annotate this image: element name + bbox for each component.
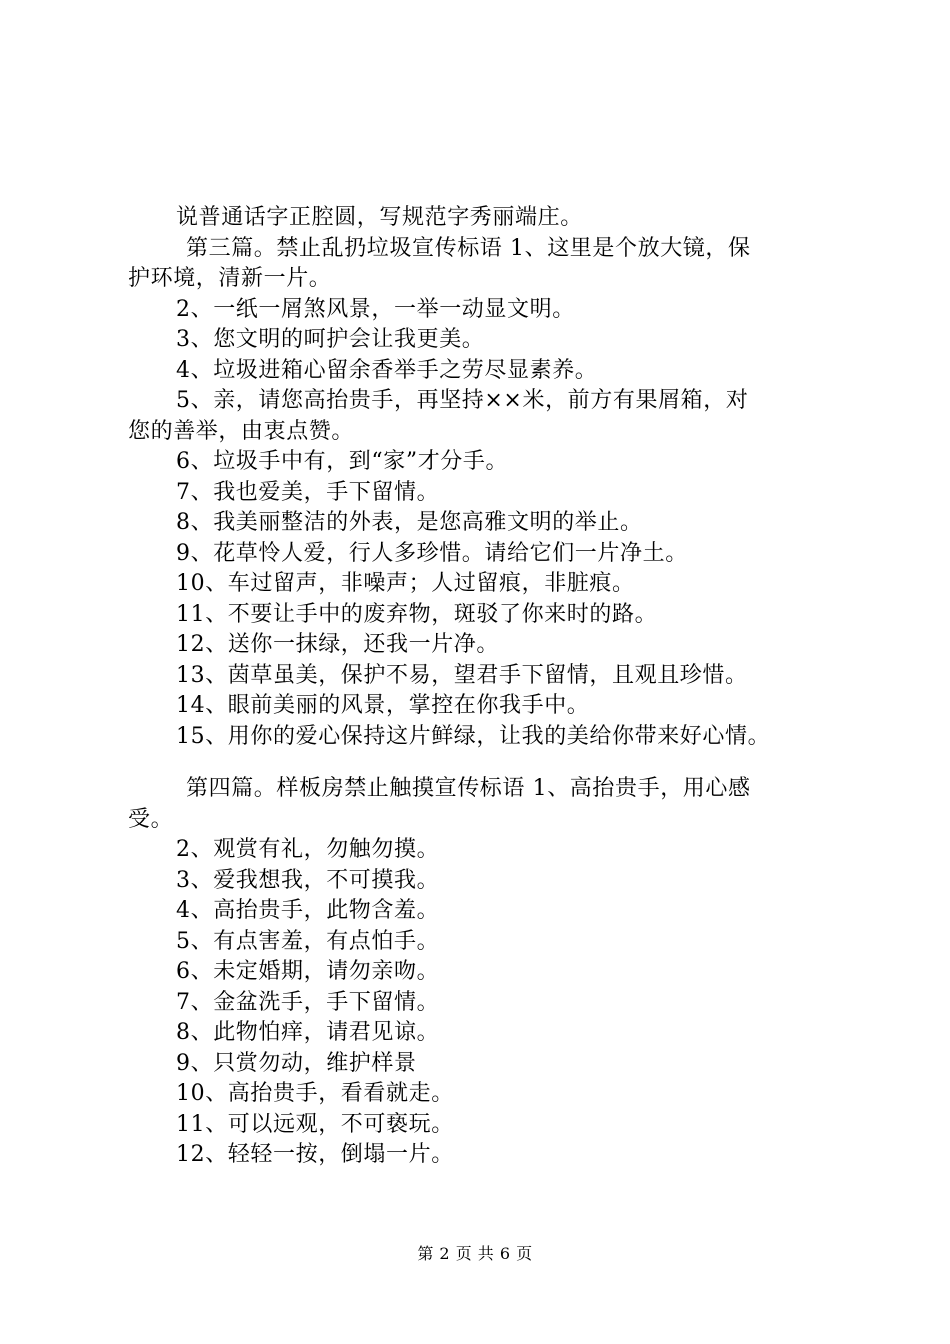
list-item: 9、花草怜人爱，行人多珍惜。请给它们一片净土。 [176,540,688,566]
list-item: 7、我也爱美，手下留情。 [176,479,440,505]
list-item: 10、高抬贵手，看看就走。 [176,1081,454,1106]
list-item: 3、您文明的呵护会让我更美。 [176,327,485,352]
document-body [128,203,838,1171]
list-item: 3、爱我想我，不可摸我。 [176,867,440,893]
page-footer: 第 2 页 共 6 页 [417,1244,533,1263]
list-item: 15、用你的爱心保持这片鲜绿，让我的美给你带来好心情。 [176,723,771,749]
list-item: 4、垃圾进箱心留余香举手之劳尽显素养。 [176,357,598,383]
list-item: 9、只赏勿动，维护样景 [176,1050,417,1076]
section-3 [128,234,838,753]
list-item: 7、金盆洗手，手下留情。 [176,989,440,1015]
list-item: 12、轻轻一按，倒塌一片。 [176,1142,454,1167]
list-item-continued: 您的善举，由衷点赞。 [128,418,355,444]
list-item: 6、垃圾手中有，到“家”才分手。 [176,449,509,474]
list-item: 4、高抬贵手，此物含羞。 [176,898,440,923]
list-item: 11、不要让手中的废弃物，斑驳了你来时的路。 [176,601,658,627]
section-3-heading-continued: 护环境，清新一片。 [128,266,332,291]
section-gap [128,752,838,774]
section-3-heading: 第三篇。禁止乱扔垃圾宣传标语 1、这里是个放大镜，保 [186,235,751,261]
list-item: 8、此物怕痒，请君见谅。 [176,1020,440,1045]
list-item: 6、未定婚期，请勿亲吻。 [176,959,440,984]
list-item: 10、车过留声，非噪声；人过留痕，非脏痕。 [176,571,635,596]
list-item: 2、一纸一屑煞风景，一举一动显文明。 [176,296,575,322]
list-item: 5、有点害羞，有点怕手。 [176,928,440,954]
section-4-heading-continued: 受。 [128,806,174,832]
intro-line: 说普通话字正腔圆，写规范字秀丽端庄。 [176,205,583,230]
section-4-heading: 第四篇。样板房禁止触摸宣传标语 1、高抬贵手，用心感 [186,776,751,801]
list-item: 11、可以远观，不可亵玩。 [176,1111,454,1137]
list-item: 8、我美丽整洁的外表，是您高雅文明的举止。 [176,510,643,535]
list-item: 2、观赏有礼，勿触勿摸。 [176,837,440,862]
section-4 [128,774,838,1171]
list-item: 5、亲，请您高抬贵手，再坚持××米，前方有果屑箱，对 [176,388,749,413]
list-item: 13、茵草虽美，保护不易，望君手下留情，且观且珍惜。 [176,662,748,688]
list-item: 12、送你一抹绿，还我一片净。 [176,632,499,657]
list-item: 14、眼前美丽的风景，掌控在你我手中。 [176,693,590,718]
